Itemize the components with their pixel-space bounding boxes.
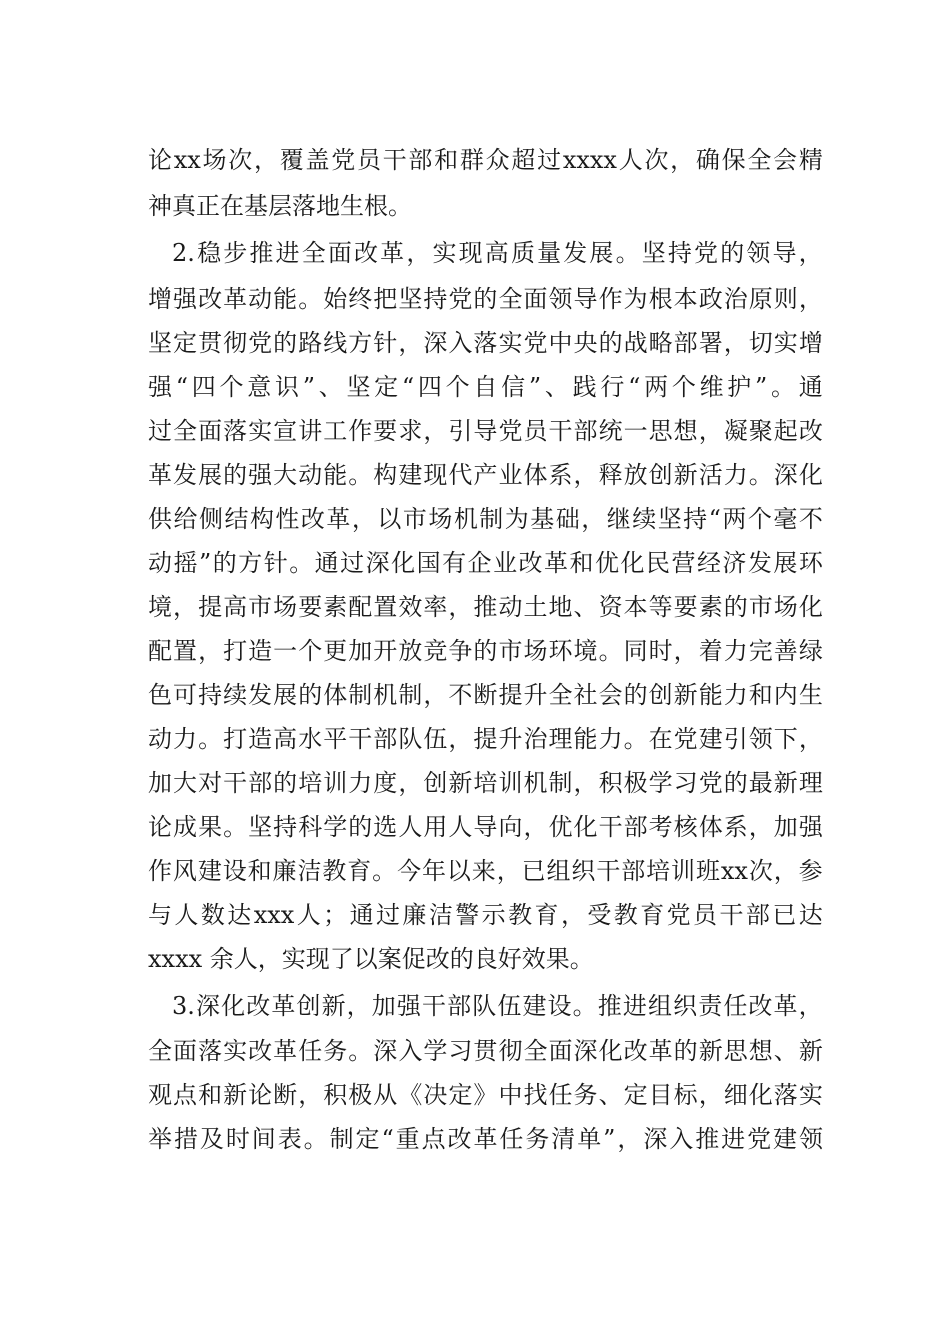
text-line: 加 大 对 干 部 的 培 训 力 度 ， 创 新 培 训 机 制 ， 积 极 学 习 党 的 最 新 理 [148, 769, 823, 797]
text-line: 与 人 数 达 xxx 人 ； 通 过 廉 洁 警 示 教 育 ， 受 教 育 党 员 干 部 已 达 [148, 901, 823, 929]
text-line: 坚 定 贯 彻 党 的 路 线 方 针 ， 深 入 落 实 党 中 央 的 战 略 部 署 ， 切 实 增 [148, 329, 823, 357]
text-line: 作 风 建 设 和 廉 洁 教 育 。 今 年 以 来 ， 已 组 织 干 部 培 训 班 xx 次 ， 参 [148, 857, 823, 885]
text-line: 动 摇 ” 的 方 针 。 通 过 深 化 国 有 企 业 改 革 和 优 化 民 营 经 济 发 展 环 [148, 549, 823, 577]
text-line: 论 成 果 。 坚 持 科 学 的 选 人 用 人 导 向 ， 优 化 干 部 考 核 体 系 ， 加 强 [148, 813, 823, 841]
text-line: 色 可 持 续 发 展 的 体 制 机 制 ， 不 断 提 升 全 社 会 的 创 新 能 力 和 内 生 [148, 681, 823, 709]
text-line: 强 “ 四 个 意 识 ” 、 坚 定 “ 四 个 自 信 ” 、 践 行 “ 两 个 维 护 ” 。 通 [148, 373, 823, 401]
text-line: 论 xx 场 次 ， 覆 盖 党 员 干 部 和 群 众 超 过 xxxx 人 次 ， 确 保 全 会 精 [148, 146, 823, 174]
text-line: 革 发 展 的 强 大 动 能 。 构 建 现 代 产 业 体 系 ， 释 放 创 新 活 力 。 深 化 [148, 461, 823, 489]
text-line: 供 给 侧 结 构 性 改 革 ， 以 市 场 机 制 为 基 础 ， 继 续 坚 持 “ 两 个 毫 不 [148, 505, 823, 533]
text-line: 过 全 面 落 实 宣 讲 工 作 要 求 ， 引 导 党 员 干 部 统 一 思 想 ， 凝 聚 起 改 [148, 417, 823, 445]
text-line: xxxx 余人，实现了以案促改的良好效果。 [148, 945, 594, 973]
text-line: 2. 稳 步 推 进 全 面 改 革 ， 实 现 高 质 量 发 展 。 坚 持 党 的 领 导 ， [172, 239, 823, 267]
text-line: 动 力 。 打 造 高 水 平 干 部 队 伍 ， 提 升 治 理 能 力 。 在 党 建 引 领 下 ， [148, 725, 823, 753]
text-line: 观 点 和 新 论 断 ， 积 极 从 《 决 定 》 中 找 任 务 、 定 目 标 ， 细 化 落 实 [148, 1081, 823, 1109]
text-line: 3. 深 化 改 革 创 新 ， 加 强 干 部 队 伍 建 设 。 推 进 组 织 责 任 改 革 ， [172, 992, 823, 1020]
text-line: 全 面 落 实 改 革 任 务 。 深 入 学 习 贯 彻 全 面 深 化 改 革 的 新 思 想 、 新 [148, 1037, 823, 1065]
text-line: 配 置 ， 打 造 一 个 更 加 开 放 竞 争 的 市 场 环 境 。 同 时 ， 着 力 完 善 绿 [148, 637, 823, 665]
text-line: 增 强 改 革 动 能 。 始 终 把 坚 持 党 的 全 面 领 导 作 为 根 本 政 治 原 则 ， [148, 285, 823, 313]
text-line: 境 ， 提 高 市 场 要 素 配 置 效 率 ， 推 动 土 地 、 资 本 等 要 素 的 市 场 化 [148, 593, 823, 621]
text-line: 举 措 及 时 间 表 。 制 定 “ 重 点 改 革 任 务 清 单 ” ， 深 入 推 进 党 建 领 [148, 1125, 823, 1153]
text-line: 神真正在基层落地生根。 [148, 192, 412, 220]
